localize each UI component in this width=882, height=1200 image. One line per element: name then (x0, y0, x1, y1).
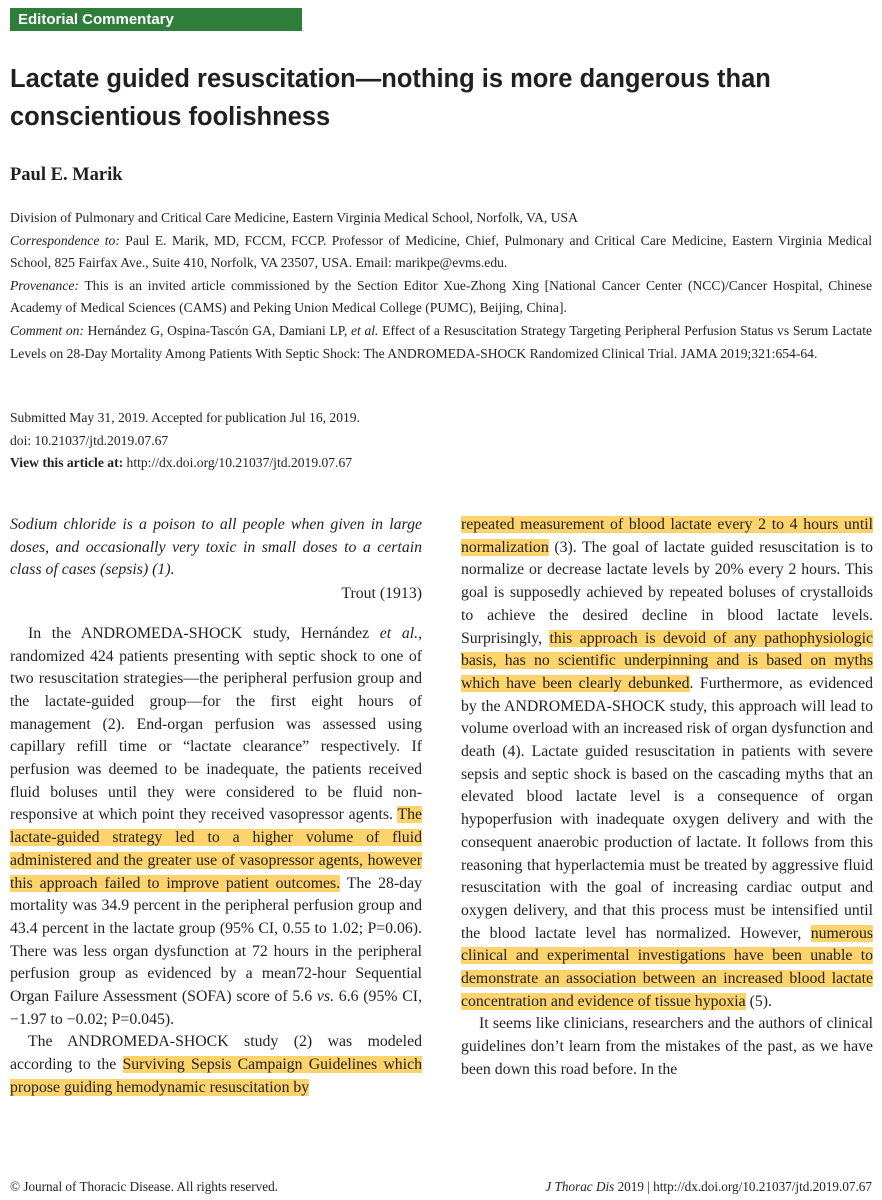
author-name: Paul E. Marik (10, 165, 123, 185)
view-label: View this article at: (10, 455, 124, 471)
highlighted-text: Surviving Sepsis Campaign Guidelines which propose guiding hemodynamic resuscitation by (10, 1056, 423, 1096)
body-paragraph (461, 514, 873, 1013)
comment-etal: et al. (350, 322, 379, 338)
text-run: 6.6 (95% CI, −1.97 to −0.02; P=0.045). (10, 988, 423, 1028)
journal-abbrev: J Thorac Dis (545, 1179, 615, 1194)
body-column-left (10, 514, 422, 1100)
highlighted-text: The lactate-guided strategy led to a higher volume of fluid administered and the greater use of vasopressor agents, however this approach failed to improve patient outcomes. (10, 806, 422, 892)
text-run: . Furthermore, as evidenced by the ANDROMEDA-SHOCK study, this approach will lead to volume overload with an increased risk of organ dysfunction and death (4). Lactate guided resuscitation in patients with severe sepsis and septic shock is based on the cascading myths that an elevated blood lactate level is a consequence of organ hypoperfusion with inadequate oxygen delivery and with the consequent anaerobic production of lactate. It follows from this reasoning that hyperlactemia must be treated by aggressive fluid resuscitation with the goal of increasing cardiac output and oxygen delivery, and that this process must be intensified until the blood lactate level has normalized. However, (461, 674, 873, 942)
etal: et al. (379, 624, 419, 642)
body-paragraph (10, 623, 422, 1032)
submission-info (10, 407, 872, 475)
text-run: (3). The goal of lactate guided resuscitation is to normalize or decrease lactate levels by 20% every 2 hours. This goal is supposedly achieved by repeated boluses of crystalloids to achieve the desired decline in blood lactate levels. Surprisingly, (461, 538, 874, 647)
footer-citation (545, 1178, 872, 1196)
body-column-right (461, 514, 873, 1082)
correspondence-label: Correspondence to: (10, 232, 120, 248)
article-metadata (10, 207, 872, 365)
correspondence (10, 230, 872, 275)
affiliation: Division of Pulmonary and Critical Care Medicine, Eastern Virginia Medical School, Norfolk, VA, USA (10, 210, 578, 225)
comment-label: Comment on: (10, 322, 84, 338)
text-run: In the ANDROMEDA-SHOCK study, Hernández (28, 624, 370, 642)
highlighted-text: this approach is devoid of any pathophysiologic basis, has no scientific underpinning and is based on myths which have been clearly debunked (461, 629, 873, 692)
comment-on (10, 320, 872, 365)
epigraph: Sodium chloride is a poison to all people when given in large doses, and occasionally very toxic in small doses to a certain class of cases (sepsis) (1). (10, 516, 422, 579)
text-run: (5). (749, 992, 773, 1010)
submission-dates: Submitted May 31, 2019. Accepted for publication Jul 16, 2019. (10, 410, 360, 425)
body-paragraph (10, 1031, 422, 1099)
text-run: , randomized 424 patients presenting with septic shock to one of two resuscitation strategies—the peripheral perfusion group and the lactate-guided group—for the first eight hours of management (2). End-organ perfusion was assessed using capillary refill time or “lactate clearance” respectively. If perfusion was deemed to be inadequate, the patients received fluid boluses until they were considered to be fluid non-responsive at which point they received vasopressor agents. (10, 624, 423, 824)
provenance-label: Provenance: (10, 277, 79, 293)
provenance (10, 275, 872, 320)
correspondence-text: Paul E. Marik, MD, FCCM, FCCP. Professor of Medicine, Chief, Pulmonary and Critical Care Medicine, Eastern Virginia Medical School, 825 Fairfax Ave., Suite 410, Norfolk, VA 23507, USA. Email: marikpe@evms.edu. (10, 232, 872, 271)
highlighted-text: repeated measurement of blood lactate every 2 to 4 hours until normalization (461, 516, 873, 556)
section-badge: Editorial Commentary (10, 8, 302, 31)
view-article-link[interactable]: http://dx.doi.org/10.21037/jtd.2019.07.67 (126, 455, 353, 471)
body-paragraph: It seems like clinicians, researchers and the authors of clinical guidelines don’t learn from the mistakes of the past, as we have been down this road before. In the (461, 1015, 873, 1078)
citation-text: 2019 | http://dx.doi.org/10.21037/jtd.2019.07.67 (617, 1179, 872, 1194)
article-title: Lactate guided resuscitation—nothing is more dangerous than conscientious foolishness (10, 65, 771, 131)
view-article (10, 452, 872, 475)
text-run: The ANDROMEDA-SHOCK study (2) was modeled according to the (10, 1033, 422, 1074)
epigraph-source: Trout (1913) (341, 585, 422, 603)
vs-abbrev: vs. (316, 988, 335, 1006)
comment-authors: Hernández G, Ospina-Tascón GA, Damiani LP, (87, 322, 348, 338)
highlighted-text: numerous clinical and experimental investigations have been unable to demonstrate an association between an increased blood lactate concentration and evidence of tissue hypoxia (461, 924, 873, 1010)
doi: doi: 10.21037/jtd.2019.07.67 (10, 432, 169, 448)
footer-copyright: © Journal of Thoracic Disease. All rights reserved. (10, 1179, 278, 1194)
text-run: The 28-day mortality was 34.9 percent in the peripheral perfusion group and 43.4 percent in the lactate group (95% CI, 0.55 to 1.02; P=0.06). There was less organ dysfunction at 72 hours in the peripheral perfusion group as evidenced by a mean72-hour Sequential Organ Failure Assessment (SOFA) score of 5.6 (10, 874, 422, 1006)
comment-reference: Effect of a Resuscitation Strategy Targeting Peripheral Perfusion Status vs Serum Lactate Levels on 28-Day Mortality Among Patients With Septic Shock: The ANDROMEDA-SHOCK Randomized Clinical Trial. JAMA 2019;321:654-64. (10, 322, 873, 361)
provenance-text: This is an invited article commissioned by the Section Editor Xue-Zhong Xing [National Cancer Center (NCC)/Cancer Hospital, Chinese Academy of Medical Sciences (CAMS) and Peking Union Medical College (PUMC), Beijing, China]. (10, 277, 873, 316)
